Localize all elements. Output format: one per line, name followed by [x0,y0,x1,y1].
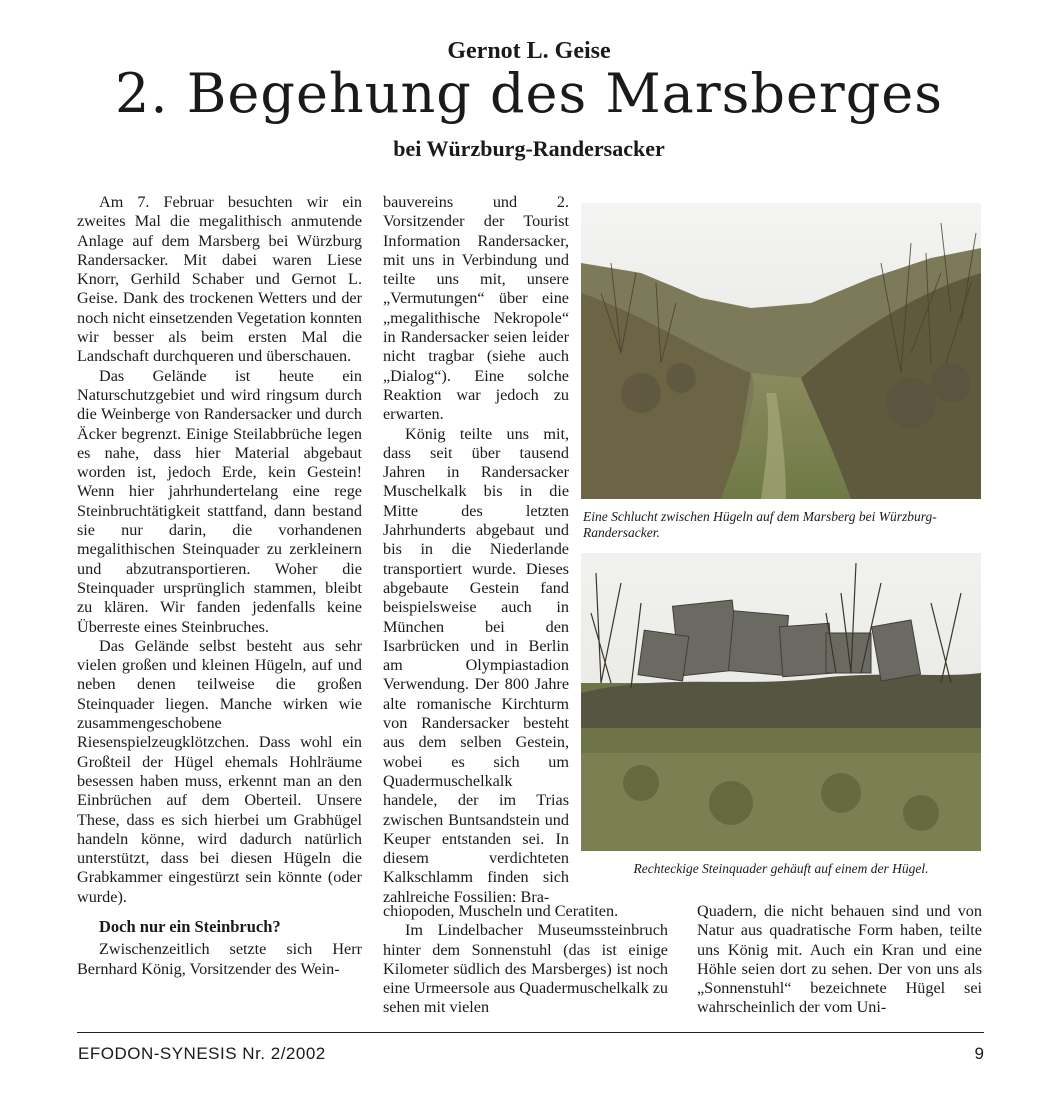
text-column-2-continued [383,902,668,1018]
paragraph: König teilte uns mit, dass seit über tausend Jahren in Randersacker Muschelkalk bis in die Mitte des letzten Jahrhunderts abgebaut und bis in die Niederlande transportiert wurde. Dieses abgebaute Gestein fand beispielsweise auch in München bei den Isarbrücken und in Berlin am Olympiastadion Verwendung. Der 800 Jahre alte romanische Kirchturm von Randersacker besteht aus dem selben Gestein, wobei es sich um Quadermuschelkalk handele, der im Trias zwischen Buntsandstein und Keuper entstanden sei. In diesem verdichteten Kalkschlamm finden sich zahlreiche Fossilien: Bra- [383,424,569,906]
text-column-1 [77,193,362,979]
text-column-3 [697,902,982,1018]
footer-rule [77,1032,984,1033]
paragraph: Zwischenzeitlich setzte sich Herr Bernhard König, Vorsitzender des Wein- [77,940,362,978]
article-subtitle: bei Würzburg-Randersacker [393,136,665,161]
text-column-2 [383,193,569,907]
stone-blocks-photo [581,553,981,851]
photo-caption-1: Eine Schlucht zwischen Hügeln auf dem Marsberg bei Würzburg-Randersacker. [583,509,937,540]
author-name: Gernot L. Geise [447,38,611,64]
article-title: 2. Begehung des Marsberges [115,62,943,125]
journal-issue: EFODON-SYNESIS Nr. 2/2002 [78,1044,326,1063]
paragraph: bauvereins und 2. Vorsitzender der Tourist Information Randersacker, mit uns in Verbindung und teilte uns mit, unsere „Vermutungen“ über eine „megalithische Nekropole“ in Randersacker seien leider nicht tragbar (siehe auch „Dialog“). Eine solche Reaktion war jedoch zu erwarten. [383,193,569,424]
photo-caption-2: Rechteckige Steinquader gehäuft auf einem der Hügel. [633,861,929,876]
page-number: 9 [974,1044,984,1063]
paragraph: Im Lindelbacher Museumssteinbruch hinter dem Sonnenstuhl (das ist einige Kilometer südlich des Marsberges) ist noch eine Urmeersole aus Quadermuschelkalk zu sehen mit vielen [383,921,668,1017]
paragraph: Quadern, die nicht behauen sind und von Natur aus quadratische Form haben, teilte uns König mit. Auch ein Kran und eine Höhle seien dort zu sehen. Der von uns als „Sonnenstuhl“ bezeichnete Hügel sei wahrscheinlich der vom Uni- [697,902,982,1017]
paragraph: Am 7. Februar besuchten wir ein zweites Mal die megalithisch anmutende Anlage auf dem Marsberg bei Würzburg Randersacker. Mit dabei waren Liese Knorr, Gerhild Schaber und Gernot L. Geise. Dank des trockenen Wetters und der noch nicht einsetzenden Vegetation konnten wir besser als beim ersten Mal die Landschaft durchqueren und überschauen. [77,193,362,366]
paragraph: chiopoden, Muscheln und Ceratiten. [383,902,619,920]
paragraph: Das Gelände ist heute ein Naturschutzgebiet und wird ringsum durch die Weinberge von Randersacker und durch Äcker begrenzt. Einige Steilabbrüche legen es nahe, dass hier Material abgebaut worden ist, jedoch Erde, kein Gestein! Wenn hier jahrhundertelang eine rege Steinbruchtätigkeit stattfand, dann bestand sie nur darin, die vorhandenen megalithischen Steinquader zu zerkleinern und abzutransportieren. Woher die Steinquader ursprünglich stammen, bleibt zu klären. Wir fanden jedenfalls keine Überreste eines Steinbruches. [77,366,362,636]
ravine-photo [581,203,981,499]
paragraph: Das Gelände selbst besteht aus sehr vielen großen und kleinen Hügeln, auf und neben denen teilweise die großen Steinquader liegen. Manche wirken wie zusammengeschobene Riesenspielzeugklötzchen. Dass wohl ein Großteil der Hügel ehemals Hohlräume besessen haben muss, erkennt man an den Einbrüchen auf dem Oberteil. Unsere These, dass es sich hierbei um Grabhügel handeln könne, wird dadurch natürlich unterstützt, dass bei diesen Hügeln die Grabkammer eingestürzt sein könnte (oder wurde). [77,636,362,906]
section-heading: Doch nur ein Steinbruch? [99,916,281,936]
